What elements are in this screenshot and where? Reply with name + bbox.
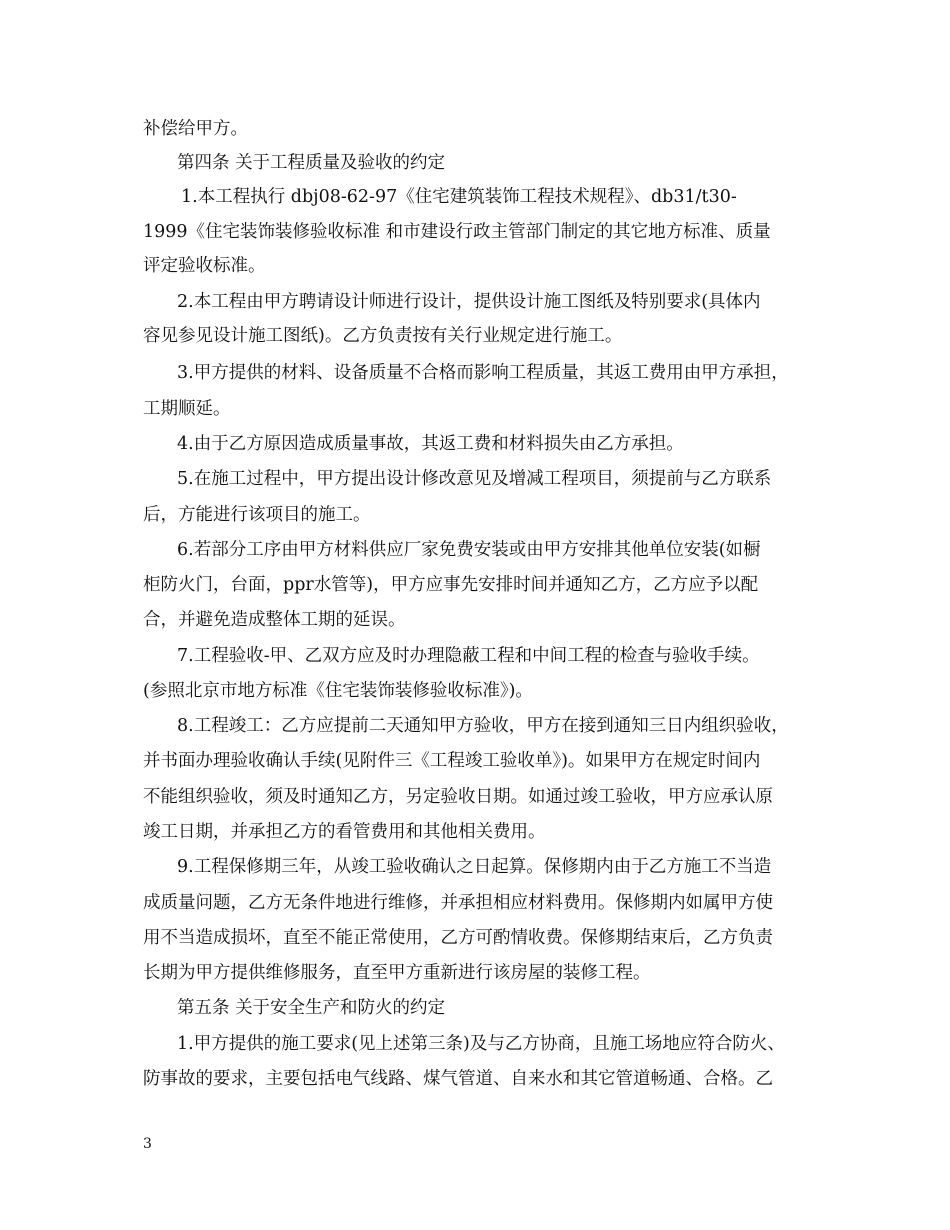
text-line-24: 用不当造成损坏，直至不能正常使用，乙方可酌情收费。保修期结束后，乙方负责	[143, 928, 773, 948]
text-line-7: 容见参见设计施工图纸)。乙方负责按有关行业规定进行施工。	[143, 326, 623, 346]
text-line-23: 成质量问题，乙方无条件地进行维修，并承担相应材料费用。保修期内如属甲方使	[143, 893, 773, 913]
text-line-15: 合，并避免造成整体工期的延误。	[143, 610, 406, 630]
text-line-21: 竣工日期，并承担乙方的看管费用和其他相关费用。	[143, 822, 546, 842]
text-line-5: 评定验收标准。	[143, 256, 266, 276]
text-line-13: 6.若部分工序由甲方材料供应厂家免费安装或由甲方安排其他单位安装(如橱	[177, 540, 761, 560]
text-line-8: 3.甲方提供的材料、设备质量不合格而影响工程质量，其返工费用由甲方承担，	[177, 363, 789, 383]
section-heading-article-5: 第五条 关于安全生产和防火的约定	[177, 998, 446, 1018]
text-line-19: 并书面办理验收确认手续(见附件三《工程竣工验收单》)。如果甲方在规定时间内	[143, 751, 761, 771]
text-line-6: 2.本工程由甲方聘请设计师进行设计，提供设计施工图纸及特别要求(具体内	[177, 292, 761, 312]
text-line-14: 柜防火门，台面，ppr水管等)，甲方应事先安排时间并通知乙方，乙方应予以配	[143, 575, 759, 595]
text-line-20: 不能组织验收，须及时通知乙方，另定验收日期。如通过竣工验收，甲方应承认原	[143, 787, 773, 807]
text-line-22: 9.工程保修期三年，从竣工验收确认之日起算。保修期内由于乙方施工不当造	[177, 857, 772, 877]
text-line-3: 1.本工程执行 dbj08-62-97《住宅建筑装饰工程技术规程》、db31/t30-	[181, 187, 737, 207]
section-heading-article-4: 第四条 关于工程质量及验收的约定	[177, 153, 446, 173]
text-line-1: 补偿给甲方。	[143, 119, 248, 139]
text-line-4: 1999《住宅装饰装修验收标准 和市建设行政主管部门制定的其它地方标准、质量	[143, 222, 771, 242]
text-line-28: 防事故的要求，主要包括电气线路、煤气管道、自来水和其它管道畅通、合格。乙	[143, 1069, 773, 1089]
text-line-11: 5.在施工过程中，甲方提出设计修改意见及增减工程项目，须提前与乙方联系	[177, 469, 772, 489]
text-line-27: 1.甲方提供的施工要求(见上述第三条)及与乙方协商，且施工场地应符合防火、	[177, 1034, 785, 1054]
text-line-9: 工期顺延。	[143, 399, 231, 419]
text-line-18: 8.工程竣工：乙方应提前二天通知甲方验收，甲方在接到通知三日内组织验收，	[177, 716, 789, 736]
page-number: 3	[143, 1136, 152, 1152]
text-line-10: 4.由于乙方原因造成质量事故，其返工费和材料损失由乙方承担。	[177, 434, 684, 454]
text-line-12: 后，方能进行该项目的施工。	[143, 505, 371, 525]
text-line-16: 7.工程验收-甲、乙双方应及时办理隐蔽工程和中间工程的检查与验收手续。	[177, 646, 760, 666]
text-line-25: 长期为甲方提供维修服务，直至甲方重新进行该房屋的装修工程。	[143, 963, 651, 983]
text-line-17: (参照北京市地方标准《住宅装饰装修验收标准》)。	[143, 681, 533, 701]
